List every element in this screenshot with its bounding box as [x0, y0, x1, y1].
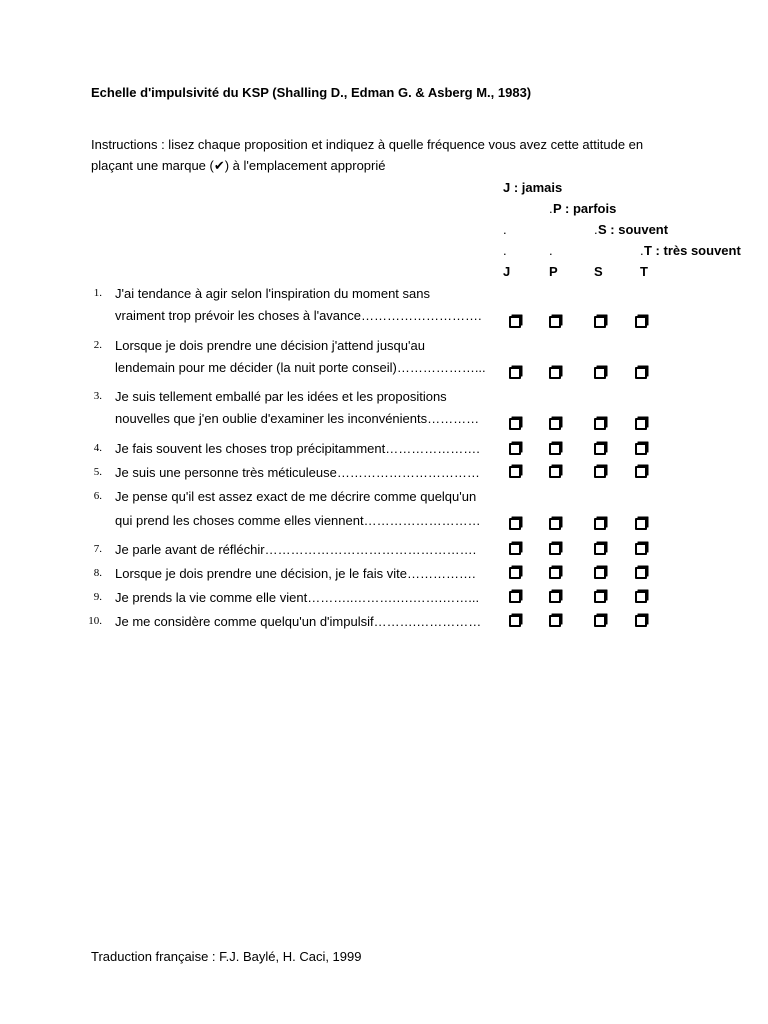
checkbox-jamais[interactable] — [509, 543, 521, 555]
checkbox-jamais[interactable] — [509, 367, 521, 379]
checkbox-souvent[interactable] — [594, 418, 606, 430]
instructions-line-2: plaçant une marque (✔) à l'emplacement approprié — [91, 158, 386, 173]
checkbox-tres-souvent[interactable] — [635, 316, 647, 328]
checkbox-parfois[interactable] — [549, 367, 561, 379]
checkbox-souvent[interactable] — [594, 615, 606, 627]
legend-dot: . — [503, 222, 507, 237]
checkbox-souvent[interactable] — [594, 367, 606, 379]
question-text: Je prends la vie comme elle vient………..……….….…….……... — [115, 590, 480, 605]
question-text: Je suis tellement emballé par les idées et les propositions — [115, 389, 447, 404]
question-number: 3. — [93, 390, 102, 402]
checkbox-tres-souvent[interactable] — [635, 518, 647, 530]
question-text: Lorsque je dois prendre une décision j'attend jusqu'au — [115, 338, 425, 353]
question-number: 2. — [93, 339, 102, 351]
translation-credit: Traduction française : F.J. Baylé, H. Caci, 1999 — [91, 949, 362, 964]
column-header-p: P — [549, 264, 558, 279]
question-text: Lorsque je dois prendre une décision, je le fais vite……………. — [115, 566, 476, 581]
legend-dot: . — [640, 243, 644, 258]
question-text: qui prend les choses comme elles viennent……………………… — [115, 513, 481, 528]
checkbox-jamais[interactable] — [509, 418, 521, 430]
checkbox-tres-souvent[interactable] — [635, 567, 647, 579]
checkbox-jamais[interactable] — [509, 567, 521, 579]
instructions-line-1: Instructions : lisez chaque proposition et indiquez à quelle fréquence vous avez cette attitude en — [91, 137, 644, 152]
question-text: Je me considère comme quelqu'un d'impulsif……….…………… — [115, 614, 482, 629]
checkbox-parfois[interactable] — [549, 591, 561, 603]
question-number: 7. — [93, 543, 102, 555]
checkbox-souvent[interactable] — [594, 466, 606, 478]
checkbox-jamais[interactable] — [509, 518, 521, 530]
question-number: 1. — [93, 287, 102, 299]
checkbox-tres-souvent[interactable] — [635, 443, 647, 455]
checkbox-tres-souvent[interactable] — [635, 615, 647, 627]
checkbox-souvent[interactable] — [594, 591, 606, 603]
page-title: Echelle d'impulsivité du KSP (Shalling D., Edman G. & Asberg M., 1983) — [91, 85, 532, 100]
checkbox-parfois[interactable] — [549, 316, 561, 328]
checkbox-parfois[interactable] — [549, 518, 561, 530]
question-text: Je suis une personne très méticuleuse…………………………… — [115, 465, 480, 480]
checkbox-parfois[interactable] — [549, 418, 561, 430]
checkbox-parfois[interactable] — [549, 567, 561, 579]
checkbox-tres-souvent[interactable] — [635, 466, 647, 478]
legend-souvent: S : souvent — [598, 222, 669, 237]
checkbox-parfois[interactable] — [549, 543, 561, 555]
legend-tres-souvent: T : très souvent — [644, 243, 741, 258]
checkbox-jamais[interactable] — [509, 466, 521, 478]
checkbox-jamais[interactable] — [509, 591, 521, 603]
question-number: 8. — [93, 567, 102, 579]
checkbox-parfois[interactable] — [549, 443, 561, 455]
question-text: J'ai tendance à agir selon l'inspiration du moment sans — [115, 286, 430, 301]
checkbox-souvent[interactable] — [594, 543, 606, 555]
question-number: 4. — [93, 442, 102, 454]
checkbox-tres-souvent[interactable] — [635, 591, 647, 603]
question-text: Je fais souvent les choses trop précipitamment…………………. — [115, 441, 480, 456]
legend-dot: . — [549, 201, 553, 216]
question-text: nouvelles que j'en oublie d'examiner les inconvénients………… — [115, 411, 480, 426]
question-number: 5. — [93, 466, 102, 478]
checkbox-jamais[interactable] — [509, 443, 521, 455]
checkbox-tres-souvent[interactable] — [635, 418, 647, 430]
checkbox-parfois[interactable] — [549, 615, 561, 627]
checkbox-parfois[interactable] — [549, 466, 561, 478]
legend-dot: . — [503, 243, 507, 258]
checkbox-souvent[interactable] — [594, 316, 606, 328]
checkbox-tres-souvent[interactable] — [635, 543, 647, 555]
legend-parfois: P : parfois — [553, 201, 617, 216]
checkbox-souvent[interactable] — [594, 567, 606, 579]
question-number: 6. — [93, 490, 102, 502]
checkbox-souvent[interactable] — [594, 443, 606, 455]
column-header-s: S — [594, 264, 603, 279]
question-text: lendemain pour me décider (la nuit porte conseil)………………... — [115, 360, 486, 375]
column-header-t: T — [640, 264, 648, 279]
question-text: Je parle avant de réfléchir…………………………………………. — [115, 542, 477, 557]
question-number: 9. — [93, 591, 102, 603]
question-text: Je pense qu'il est assez exact de me décrire comme quelqu'un — [115, 489, 477, 504]
legend-jamais: J : jamais — [503, 180, 563, 195]
question-text: vraiment trop prévoir les choses à l'avance………………………. — [115, 308, 482, 323]
checkbox-tres-souvent[interactable] — [635, 367, 647, 379]
checkbox-souvent[interactable] — [594, 518, 606, 530]
checkbox-jamais[interactable] — [509, 615, 521, 627]
column-header-j: J — [503, 264, 511, 279]
question-number: 10. — [88, 615, 102, 627]
legend-dot: . — [549, 243, 553, 258]
checkbox-jamais[interactable] — [509, 316, 521, 328]
legend-dot: . — [594, 222, 598, 237]
